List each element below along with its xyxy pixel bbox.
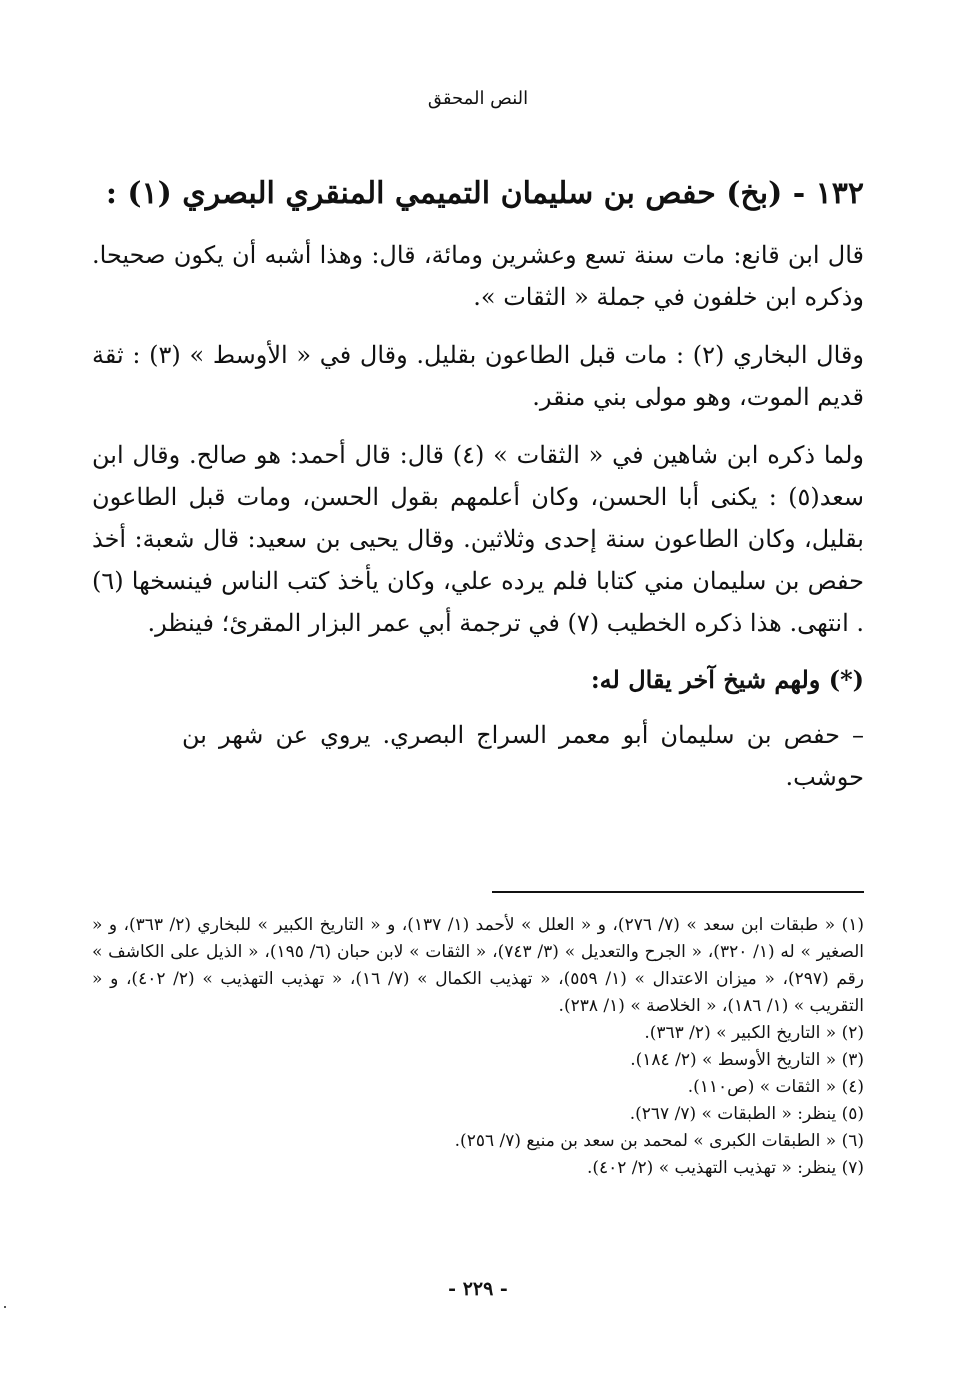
footnote-4: (٤) « الثقات » (ص١١٠). xyxy=(687,1077,864,1097)
footnotes xyxy=(92,912,864,1182)
footnote-3: (٣) « التاريخ الأوسط » (٢/ ١٨٤). xyxy=(630,1050,864,1070)
footnote-7: (٧) ينظر: « تهذيب التهذيب » (٢/ ٤٠٢). xyxy=(586,1158,864,1178)
footnote-5: (٥) ينظر: « الطبقات » (٧/ ٢٦٧). xyxy=(629,1104,864,1124)
footnote-6: (٦) « الطبقات الكبرى » لمحمد بن سعد بن منيع (٧/ ٢٥٦). xyxy=(454,1131,864,1151)
scan-speck xyxy=(4,1306,6,1308)
page-number: - ٢٢٩ - xyxy=(448,1278,508,1300)
footnote-1: (١) « طبقات ابن سعد » (٧/ ٢٧٦)، و « العلل » لأحمد (١/ ١٣٧)، و « التاريخ الكبير » للبخاري (٢/ ٣٦٣)، و « الصغير » له (١/ ٣٢٠)، « الجرح والتعديل » (٣/ ٧٤٣)، « الثقات » لابن حبان (٦/ ١٩٥)، « الذيل على الكاشف » رقم (٢٩٧)، « ميزان الاعتدال » (١/ ٥٥٩)، « تهذيب الكمال » (٧/ ١٦)، « تهذيب التهذيب » (٢/ ٤٠٢)، و « التقريب » (١/ ١٨٦)، « الخلاصة » (١/ ٢٣٨). xyxy=(92,915,865,1016)
paragraph-2: وقال البخاري (٢) : مات قبل الطاعون بقليل. وقال في « الأوسط » (٣) : ثقة قديم الموت، وهو مولى بني منقر. xyxy=(92,341,864,411)
footnote-2: (٢) « التاريخ الكبير » (٢/ ٣٦٣). xyxy=(644,1023,864,1043)
paragraph-3: ولما ذكره ابن شاهين في « الثقات » (٤) قال: قال أحمد: هو صالح. وقال ابن سعد(٥) : يكنى أبا الحسن، وكان أعلمهم بقول الحسن، ومات قبل الطاعون بقليل، وكان الطاعون سنة إحدى وثلاثين. وقال يحيى بن سعيد: قال شعبة: أخذ حفص بن سليمان مني كتابا فلم يرده علي، وكان يأخذ كتب الناس فينسخها (٦) . انتهى. هذا ذكره الخطيب (٧) في ترجمة أبي عمر البزار المقرئ؛ فينظر. xyxy=(92,441,865,637)
dash-item: – حفص بن سليمان أبو معمر السراج البصري. يروي عن شهر بن حوشب. xyxy=(182,721,864,791)
main-text xyxy=(92,168,864,798)
entry-title: ١٣٢ - (بخ) حفص بن سليمان التميمي المنقري البصري (١) : xyxy=(105,176,864,211)
paragraph-1: قال ابن قانع: مات سنة تسع وعشرين ومائة، قال: وهذا أشبه أن يكون صحيحا. وذكره ابن خلفون في جملة « الثقات ». xyxy=(92,241,864,311)
footnote-separator xyxy=(492,891,864,893)
subheading: (*) ولهم شيخ آخر يقال له: xyxy=(590,665,864,694)
running-header: النص المحقق xyxy=(427,88,529,109)
